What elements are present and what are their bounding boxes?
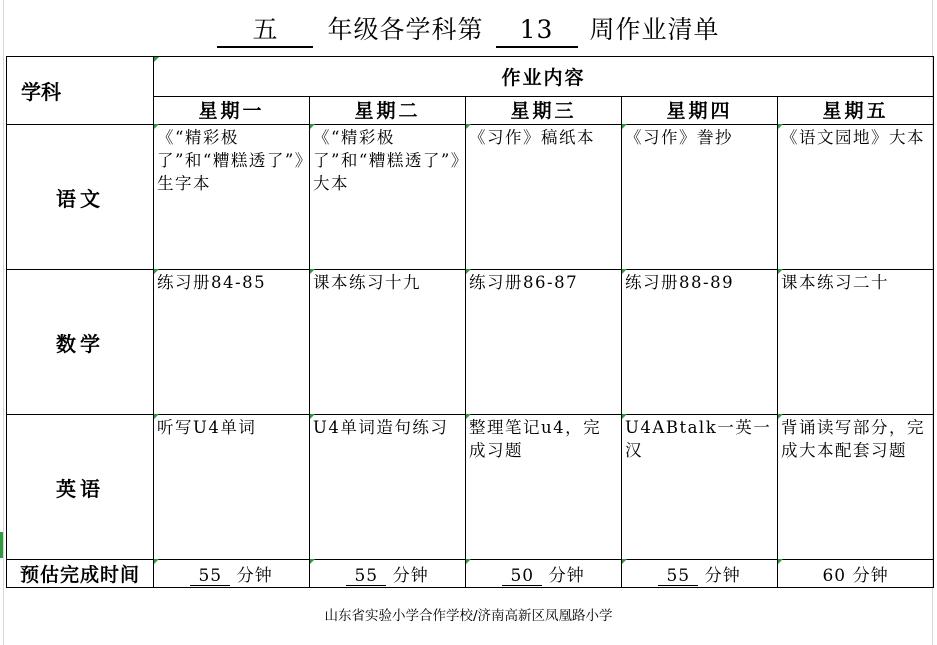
page-title bbox=[0, 8, 937, 52]
english-thu-cell[interactable]: U4ABtalk一英一汉 bbox=[622, 415, 778, 560]
chinese-mon-cell[interactable]: 《“精彩极了”和“糟糕透了”》生字本 bbox=[154, 125, 310, 270]
chinese-thu-cell[interactable]: 《习作》誊抄 bbox=[622, 125, 778, 270]
day-header-wed: 星期三 bbox=[466, 97, 622, 125]
cell-marker bbox=[154, 414, 159, 419]
subject-english: 英语 bbox=[7, 415, 154, 560]
time-wed-cell[interactable] bbox=[466, 560, 622, 588]
time-unit: 分钟 bbox=[704, 566, 741, 586]
math-mon-cell[interactable]: 练习册84-85 bbox=[154, 270, 310, 415]
time-value: 55 bbox=[658, 567, 698, 586]
day-header-fri: 星期五 bbox=[778, 97, 934, 125]
cell-marker bbox=[154, 57, 159, 62]
chinese-wed-cell[interactable]: 《习作》稿纸本 bbox=[466, 125, 622, 270]
cell-marker bbox=[778, 269, 783, 274]
cell-marker bbox=[310, 414, 315, 419]
time-unit: 分钟 bbox=[548, 566, 585, 586]
table-row-chinese bbox=[7, 125, 934, 270]
row-selection-marker bbox=[0, 532, 3, 558]
math-fri-cell[interactable]: 课本练习二十 bbox=[778, 270, 934, 415]
time-tue-cell[interactable] bbox=[310, 560, 466, 588]
cell-marker bbox=[310, 124, 315, 129]
english-wed-cell[interactable]: 整理笔记u4，完成习题 bbox=[466, 415, 622, 560]
table-row-math bbox=[7, 270, 934, 415]
cell-marker bbox=[466, 269, 471, 274]
cell-marker bbox=[154, 124, 159, 129]
time-value: 55 bbox=[190, 567, 230, 586]
time-unit: 分钟 bbox=[852, 566, 889, 586]
title-mid-text: 年级各学科第 bbox=[327, 15, 484, 44]
cell-marker bbox=[154, 269, 159, 274]
time-thu-cell[interactable] bbox=[622, 560, 778, 588]
table-row-english bbox=[7, 415, 934, 560]
grade-blank: 五 bbox=[217, 14, 313, 48]
time-value: 55 bbox=[346, 567, 386, 586]
time-unit: 分钟 bbox=[392, 566, 429, 586]
english-tue-cell[interactable]: U4单词造句练习 bbox=[310, 415, 466, 560]
english-mon-cell[interactable]: 听写U4单词 bbox=[154, 415, 310, 560]
gridline-left bbox=[3, 0, 4, 645]
time-value: 50 bbox=[502, 567, 542, 586]
math-thu-cell[interactable]: 练习册88-89 bbox=[622, 270, 778, 415]
english-fri-cell[interactable]: 背诵读写部分，完成大本配套习题 bbox=[778, 415, 934, 560]
chinese-fri-cell[interactable]: 《语文园地》大本 bbox=[778, 125, 934, 270]
subject-chinese: 语文 bbox=[7, 125, 154, 270]
day-header-thu: 星期四 bbox=[622, 97, 778, 125]
cell-marker bbox=[778, 559, 783, 564]
week-blank: 13 bbox=[496, 14, 578, 48]
cell-marker bbox=[466, 559, 471, 564]
cell-marker bbox=[778, 414, 783, 419]
cell-marker bbox=[154, 559, 159, 564]
cell-marker bbox=[466, 124, 471, 129]
time-unit: 分钟 bbox=[236, 566, 273, 586]
cell-marker bbox=[466, 414, 471, 419]
school-footer: 山东省实验小学合作学校/济南高新区凤凰路小学 bbox=[324, 608, 613, 624]
cell-marker bbox=[622, 269, 627, 274]
cell-marker bbox=[622, 559, 627, 564]
subject-math: 数学 bbox=[7, 270, 154, 415]
math-tue-cell[interactable]: 课本练习十九 bbox=[310, 270, 466, 415]
title-end-text: 周作业清单 bbox=[589, 15, 720, 44]
time-fri-cell[interactable] bbox=[778, 560, 934, 588]
cell-marker bbox=[778, 124, 783, 129]
day-header-tue: 星期二 bbox=[310, 97, 466, 125]
math-wed-cell[interactable]: 练习册86-87 bbox=[466, 270, 622, 415]
time-value: 60 bbox=[822, 566, 847, 586]
subject-header: 学科 bbox=[7, 57, 154, 125]
content-header: 作业内容 bbox=[154, 57, 934, 97]
day-header-mon: 星期一 bbox=[154, 97, 310, 125]
cell-marker bbox=[310, 559, 315, 564]
cell-marker bbox=[622, 124, 627, 129]
chinese-tue-cell[interactable]: 《“精彩极了”和“糟糕透了”》大本 bbox=[310, 125, 466, 270]
homework-table bbox=[6, 56, 934, 588]
time-mon-cell[interactable] bbox=[154, 560, 310, 588]
cell-marker bbox=[622, 414, 627, 419]
cell-marker bbox=[310, 269, 315, 274]
estimated-time-label: 预估完成时间 bbox=[7, 560, 154, 588]
